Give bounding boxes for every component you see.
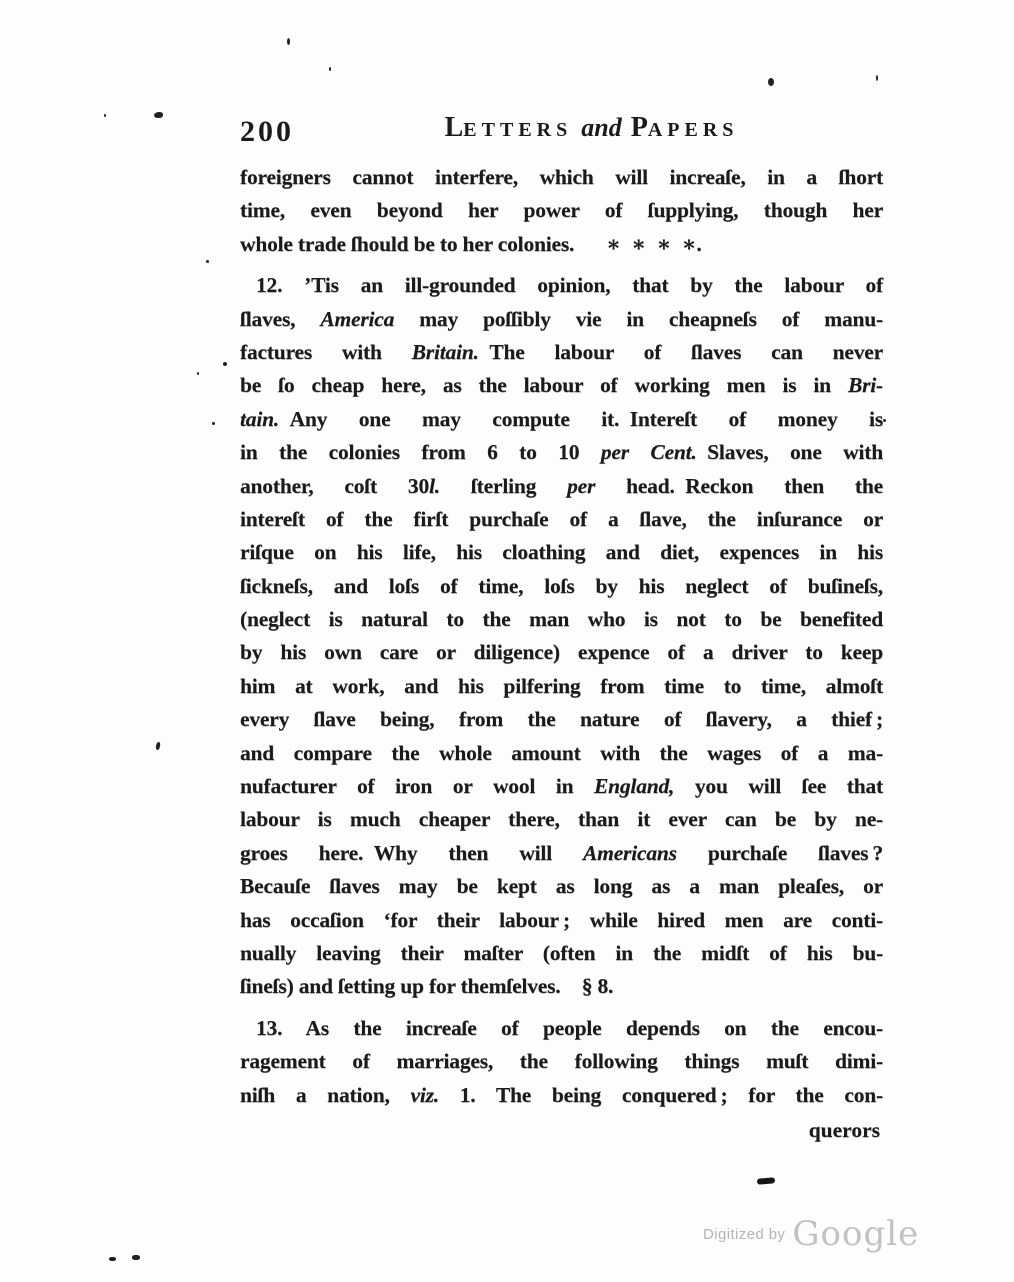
text-segment: Becauſe ſlaves may be kept as long as a man pleaſes, or [240,874,883,899]
google-watermark [703,1211,919,1257]
text-segment: The labour of ſlaves can never [478,339,883,364]
text-segment: another, coſt 30 [240,473,430,498]
text-line [240,161,883,194]
text-segment: foreigners cannot interfere, which will increaſe, in a ſhort [240,165,883,189]
italic-text: Britain. [411,339,479,364]
title-smallcaps: APERS [647,119,739,141]
text-segment: niſh a nation, [240,1082,411,1107]
text-line [240,1079,883,1112]
text-segment: nufacturer of iron or wool in [240,774,594,799]
text-segment: factures with [240,339,412,364]
text-line [240,228,883,261]
text-line [240,336,883,369]
text-line [240,1012,883,1045]
italic-text: Americans [583,840,677,865]
text-line [240,536,883,569]
text-segment: you will ſee that [674,774,883,799]
text-line [240,737,883,770]
ink-speck [132,1255,140,1260]
text-segment: Any one may compute it. Intereſt of money is [279,406,883,431]
text-segment: labour is much cheaper there, than it ever can be by ne- [240,807,883,832]
ink-speck [287,38,290,45]
title-conjunction: and [581,113,622,142]
text-segment: 1. The being conquered ; for the con- [438,1082,883,1107]
ink-speck [197,372,199,375]
text-line [240,303,883,336]
italic-text: per Cent. [600,440,697,465]
text-segment: every ſlave being, from the nature of ſlavery, a thief ; [240,707,883,732]
text-segment: purchaſe ſlaves ? [676,840,883,865]
italic-text: viz. [410,1082,439,1107]
text-line [240,904,883,937]
paragraph [240,1012,883,1112]
text-segment: has occaſion ‘for their labour ; while hired men are conti- [240,907,883,932]
ink-speck [206,260,209,263]
text-line [240,369,883,402]
text-line [240,636,883,669]
text-segment: in the colonies from 6 to 10 [240,440,601,465]
catchword: querors [808,1117,880,1142]
paragraph [240,161,883,261]
text-line [240,194,883,227]
ink-speck [109,1257,116,1261]
text-line [240,403,883,436]
text-line [240,436,883,469]
text-segment: nually leaving their maſter (often in the midſt of his bu- [240,940,883,965]
ink-speck [155,742,161,751]
text-line [240,770,883,803]
ink-speck [768,78,774,86]
text-line [240,269,883,302]
ink-speck [329,67,331,71]
text-segment: ſterling [439,473,568,498]
text-line [240,603,883,636]
text-line [240,937,883,970]
ink-speck [212,422,215,425]
text-segment: 12. ’Tis an ill-grounded opinion, that by the labour of [256,273,883,298]
text-line [240,570,883,603]
italic-text: Bri- [847,373,883,398]
text-segment: may poſſibly vie in cheapneſs of manu- [394,306,883,331]
text-segment: whole trade ſhould be to her colonies. ∗ ∗ ∗ ∗. [240,231,702,256]
italic-text: America [320,306,395,331]
running-head [240,112,883,154]
text-line [240,837,883,870]
text-segment: head. Reckon then the [595,473,883,498]
text-segment: be ſo cheap here, as the labour of working men is in [240,373,848,398]
paragraph [240,269,883,1004]
text-segment: riſque on his life, his cloathing and diet, expences in his [240,540,883,565]
watermark-text: Digitized by [703,1225,786,1243]
title-initial: L [444,112,464,143]
running-title [270,112,913,144]
ink-speck [876,75,878,81]
text-segment: him at work, and his pilfering from time to time, almoſt [240,673,883,698]
text-segment: ſlaves, [240,306,321,331]
text-segment: ſineſs) and ſetting up for themſelves. § 8. [240,974,614,999]
text-segment: (neglect is natural to the man who is not to be benefited [240,607,883,632]
text-line [240,803,883,836]
paragraphs-container [240,161,883,1112]
text-line [240,670,883,703]
text-segment: 13. As the increaſe of people depends on the encou- [256,1015,883,1040]
text-segment: intereſt of the firſt purchaſe of a ſlave, the inſurance or [240,506,883,531]
text-segment: groes here. Why then will [240,840,584,865]
ink-dash [757,1177,775,1185]
text-segment: Slaves, one with [696,440,884,465]
google-logo: Google [792,1214,920,1254]
text-segment: by his own care or diligence) expence of a driver to keep [240,640,883,665]
italic-text: England, [593,774,675,799]
ink-speck [104,114,106,117]
text-line [240,470,883,503]
text-line [240,1045,883,1078]
text-line [240,870,883,903]
italic-text: tain. [240,406,280,431]
text-block [240,161,883,1148]
title-initial: P [630,112,648,143]
ink-speck [154,112,163,118]
italic-text: per [567,473,596,498]
ink-speck [883,419,886,422]
text-segment: ragement of marriages, the following things muſt dimi- [240,1049,883,1074]
text-line [240,970,883,1003]
ink-speck [223,362,227,366]
page-number: 200 [240,115,294,148]
text-line [240,503,883,536]
text-segment: and compare the whole amount with the wages of a ma- [240,740,883,765]
text-segment: time, even beyond her power of ſupplying, though her [240,198,883,223]
text-segment: ſickneſs, and loſs of time, loſs by his neglect of buſineſs, [240,573,883,598]
title-smallcaps: ETTERS [463,119,573,141]
text-line [240,703,883,736]
italic-text: l. [429,473,440,498]
